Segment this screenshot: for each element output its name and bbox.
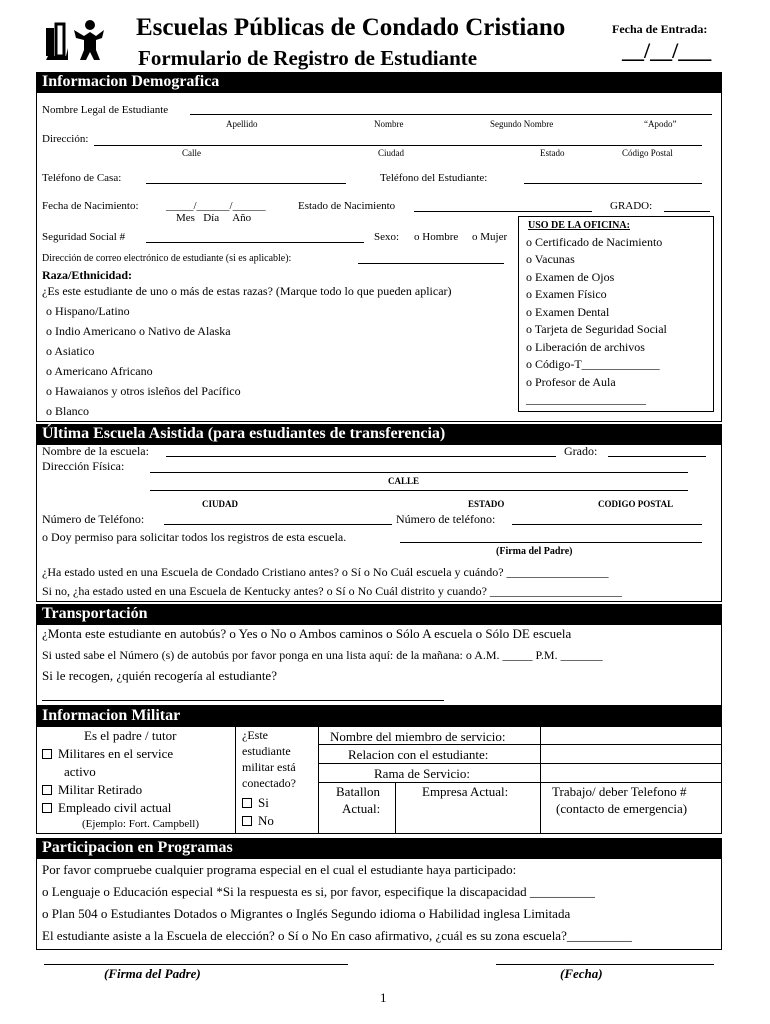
section-last-school-title: Última Escuela Asistida (para estudiantes de transferencia) — [36, 424, 722, 444]
connected-yes-label: Si — [258, 795, 269, 810]
last-school-address-label: Dirección Física: — [42, 459, 125, 473]
last-school-state-label: ESTADO — [468, 499, 505, 509]
parent-signature-line[interactable] — [400, 542, 702, 543]
military-divider-1 — [235, 726, 236, 834]
last-school-name-label: Nombre de la escuela: — [42, 444, 149, 458]
connected-yes-checkbox[interactable] — [242, 795, 269, 811]
footer-parent-signature-line[interactable] — [44, 964, 348, 965]
connected-question-2: estudiante — [242, 744, 291, 758]
retired-checkbox-icon[interactable] — [42, 785, 52, 795]
race-question: ¿Es este estudiante de uno o más de estas razas? (Marque todo lo que pueden aplicar) — [42, 284, 452, 298]
branch-label: Rama de Servicio: — [374, 766, 471, 781]
name-sublabel-first: Nombre — [374, 119, 404, 129]
section-demographic-title: Informacion Demografica — [36, 72, 722, 92]
student-phone-input[interactable] — [524, 183, 702, 184]
last-school-grade-label: Grado: — [564, 444, 598, 458]
office-item-records-release[interactable]: o Liberación de archivos — [526, 340, 645, 354]
programs-line-2[interactable]: o Plan 504 o Estudiantes Dotados o Migrantes o Inglés Segundo idioma o Habilidad inglesa Limitada — [42, 906, 571, 921]
address-sublabel-state: Estado — [540, 148, 565, 158]
ssn-input[interactable] — [146, 242, 364, 243]
bus-number-line[interactable]: Si usted sabe el Número (s) de autobús por favor ponga en una lista aquí: de la mañana: o A.M. _____ P.M. _______ — [42, 648, 603, 662]
office-item-ss-card[interactable]: o Tarjeta de Seguridad Social — [526, 322, 667, 336]
question-christian-county[interactable]: ¿Ha estado usted en una Escuela de Condado Cristiano antes? o Sí o No Cuál escuela y cuándo? _________________ — [42, 565, 609, 579]
military-retired-checkbox[interactable] — [42, 782, 142, 798]
military-divider-5 — [540, 782, 541, 834]
records-permission-checkbox[interactable]: o Doy permiso para solicitar todos los registros de esta escuela. — [42, 530, 347, 544]
last-school-city-label: CIUDAD — [202, 499, 238, 509]
military-row-line-3 — [318, 782, 722, 783]
relation-label: Relacion con el estudiante: — [348, 747, 489, 762]
student-phone-label: Teléfono del Estudiante: — [380, 172, 488, 184]
military-parent-header: Es el padre / tutor — [84, 728, 177, 743]
connected-no-label: No — [258, 813, 274, 828]
form-title: Formulario de Registro de Estudiante — [138, 46, 478, 70]
no-checkbox-icon[interactable] — [242, 816, 252, 826]
military-row-line-2 — [318, 763, 722, 764]
name-sublabel-nickname: “Apodo” — [644, 119, 677, 129]
section-military-title: Informacion Militar — [36, 706, 722, 726]
name-sublabel-middle: Segundo Nombre — [490, 119, 554, 129]
programs-instruction: Por favor compruebe cualquier programa especial en el cual el estudiante haya participado: — [42, 862, 517, 877]
military-active-label-2: activo — [64, 764, 96, 779]
last-school-phone2-input[interactable] — [512, 524, 702, 525]
race-option-african-american[interactable]: o Americano Africano — [46, 364, 153, 378]
last-school-phone-input[interactable] — [164, 524, 392, 525]
office-item-t-code[interactable]: o Código-T_____________ — [526, 357, 660, 371]
race-option-white[interactable]: o Blanco — [46, 404, 89, 418]
military-divider-4 — [395, 782, 396, 834]
bus-question[interactable]: ¿Monta este estudiante en autobús? o Yes o No o Ambos caminos o Sólo A escuela o Sólo DE escuela — [42, 626, 572, 641]
pickup-question: Si le recogen, ¿quién recogería al estudiante? — [42, 668, 277, 683]
civilian-checkbox-icon[interactable] — [42, 803, 52, 813]
race-option-pacific-islander[interactable]: o Hawaianos y otros isleños del Pacífico — [46, 384, 241, 398]
military-divider-2 — [318, 726, 319, 834]
last-school-zip-label: CODIGO POSTAL — [598, 499, 674, 509]
home-phone-input[interactable] — [146, 183, 346, 184]
birth-date-input[interactable]: _____/______/______ — [166, 200, 266, 212]
work-phone-label-1: Trabajo/ deber Telefono # — [552, 784, 687, 799]
yes-checkbox-icon[interactable] — [242, 798, 252, 808]
company-label: Empresa Actual: — [422, 784, 509, 799]
sex-label: Sexo: — [374, 231, 400, 243]
section-programs-title: Participacion en Programas — [36, 838, 722, 858]
last-school-street-label: CALLE — [388, 476, 420, 486]
battalion-label-2: Actual: — [342, 801, 381, 816]
footer-date-label: (Fecha) — [560, 966, 603, 981]
connected-question-3: militar está — [242, 760, 296, 774]
military-divider-3 — [540, 726, 541, 782]
ssn-label: Seguridad Social # — [42, 231, 126, 243]
office-item-birth-cert[interactable]: o Certificado de Nacimiento — [526, 235, 663, 249]
office-item-eye-exam[interactable]: o Examen de Ojos — [526, 270, 615, 284]
grade-input[interactable] — [664, 211, 710, 212]
birth-state-input[interactable] — [414, 211, 592, 212]
race-option-hispanic[interactable]: o Hispano/Latino — [46, 304, 130, 318]
entry-date-label: Fecha de Entrada: — [612, 22, 708, 36]
entry-date-field[interactable]: __/__/___ — [622, 38, 712, 63]
birth-date-label: Fecha de Nacimiento: — [42, 200, 139, 212]
birth-date-sublabels: Mes Día Año — [176, 212, 252, 224]
military-retired-label: Militar Retirado — [58, 782, 143, 797]
race-option-asian[interactable]: o Asiatico — [46, 344, 95, 358]
military-civilian-label: Empleado civil actual — [58, 800, 172, 815]
connected-question-4: conectado? — [242, 776, 296, 790]
question-kentucky-school[interactable]: Si no, ¿ha estado usted en una Escuela de Kentucky antes? o Sí o No Cuál distrito y cuando? ______________________ — [42, 584, 622, 598]
email-label: Dirección de correo electrónico de estudiante (si es aplicable): — [42, 253, 292, 264]
page-number: 1 — [380, 990, 387, 1005]
pickup-person-input[interactable] — [42, 700, 444, 701]
address-label: Dirección: — [42, 133, 89, 145]
legal-name-label: Nombre Legal de Estudiante — [42, 104, 169, 116]
office-item-teacher-line[interactable]: ____________________ — [526, 392, 646, 406]
address-sublabel-zip: Código Postal — [622, 148, 673, 158]
military-civilian-example: (Ejemplo: Fort. Campbell) — [82, 818, 200, 830]
active-duty-checkbox-icon[interactable] — [42, 749, 52, 759]
office-item-teacher[interactable]: o Profesor de Aula — [526, 375, 616, 389]
office-item-physical-exam[interactable]: o Examen Físico — [526, 287, 607, 301]
address-sublabel-city: Ciudad — [378, 148, 404, 158]
home-phone-label: Teléfono de Casa: — [42, 172, 122, 184]
footer-date-line[interactable] — [496, 964, 714, 965]
name-sublabel-last: Apellido — [226, 119, 258, 129]
last-school-city-input[interactable] — [150, 490, 688, 491]
connected-question-1: ¿Este — [242, 728, 268, 742]
legal-name-input[interactable] — [190, 114, 712, 115]
programs-line-3[interactable]: El estudiante asiste a la Escuela de elección? o Sí o No En caso afirmativo, ¿cuál es su zona escuela?__________ — [42, 928, 632, 943]
email-input[interactable] — [358, 263, 504, 264]
school-logo-icon — [44, 18, 106, 62]
office-item-dental-exam[interactable]: o Examen Dental — [526, 305, 610, 319]
address-sublabel-street: Calle — [182, 148, 201, 158]
work-phone-label-2: (contacto de emergencia) — [556, 801, 688, 816]
connected-no-checkbox[interactable] — [242, 813, 274, 829]
race-option-native[interactable]: o Indio Americano o Nativo de Alaska — [46, 324, 231, 338]
section-transportation-title: Transportación — [36, 604, 722, 624]
sex-option-male[interactable]: o Hombre — [414, 231, 459, 243]
military-active-label: Militares en el service — [58, 746, 174, 761]
military-civilian-checkbox[interactable] — [42, 800, 171, 816]
birth-state-label: Estado de Nacimiento — [298, 200, 396, 212]
last-school-grade-input[interactable] — [608, 456, 706, 457]
last-school-street-input[interactable] — [150, 472, 688, 473]
programs-line-1[interactable]: o Lenguaje o Educación especial *Si la respuesta es si, por favor, especifique la discapacidad __________ — [42, 884, 595, 899]
race-title: Raza/Ethnicidad: — [42, 268, 133, 282]
last-school-name-input[interactable] — [166, 456, 556, 457]
last-school-parent-signature-label: (Firma del Padre) — [496, 546, 573, 557]
office-item-vaccines[interactable]: o Vacunas — [526, 252, 575, 266]
address-input[interactable] — [94, 145, 702, 146]
school-name: Escuelas Públicas de Condado Cristiano — [136, 14, 566, 41]
battalion-label-1: Batallon — [336, 784, 381, 799]
military-active-checkbox[interactable] — [42, 746, 173, 762]
grade-label: GRADO: — [610, 200, 653, 212]
office-use-title: USO DE LA OFICINA: — [528, 220, 630, 231]
sex-option-female[interactable]: o Mujer — [472, 231, 508, 243]
last-school-phone2-label: Número de teléfono: — [396, 512, 496, 526]
member-name-label: Nombre del miembro de servicio: — [330, 729, 506, 744]
footer-parent-signature-label: (Firma del Padre) — [104, 966, 201, 981]
last-school-phone-label: Número de Teléfono: — [42, 512, 145, 526]
